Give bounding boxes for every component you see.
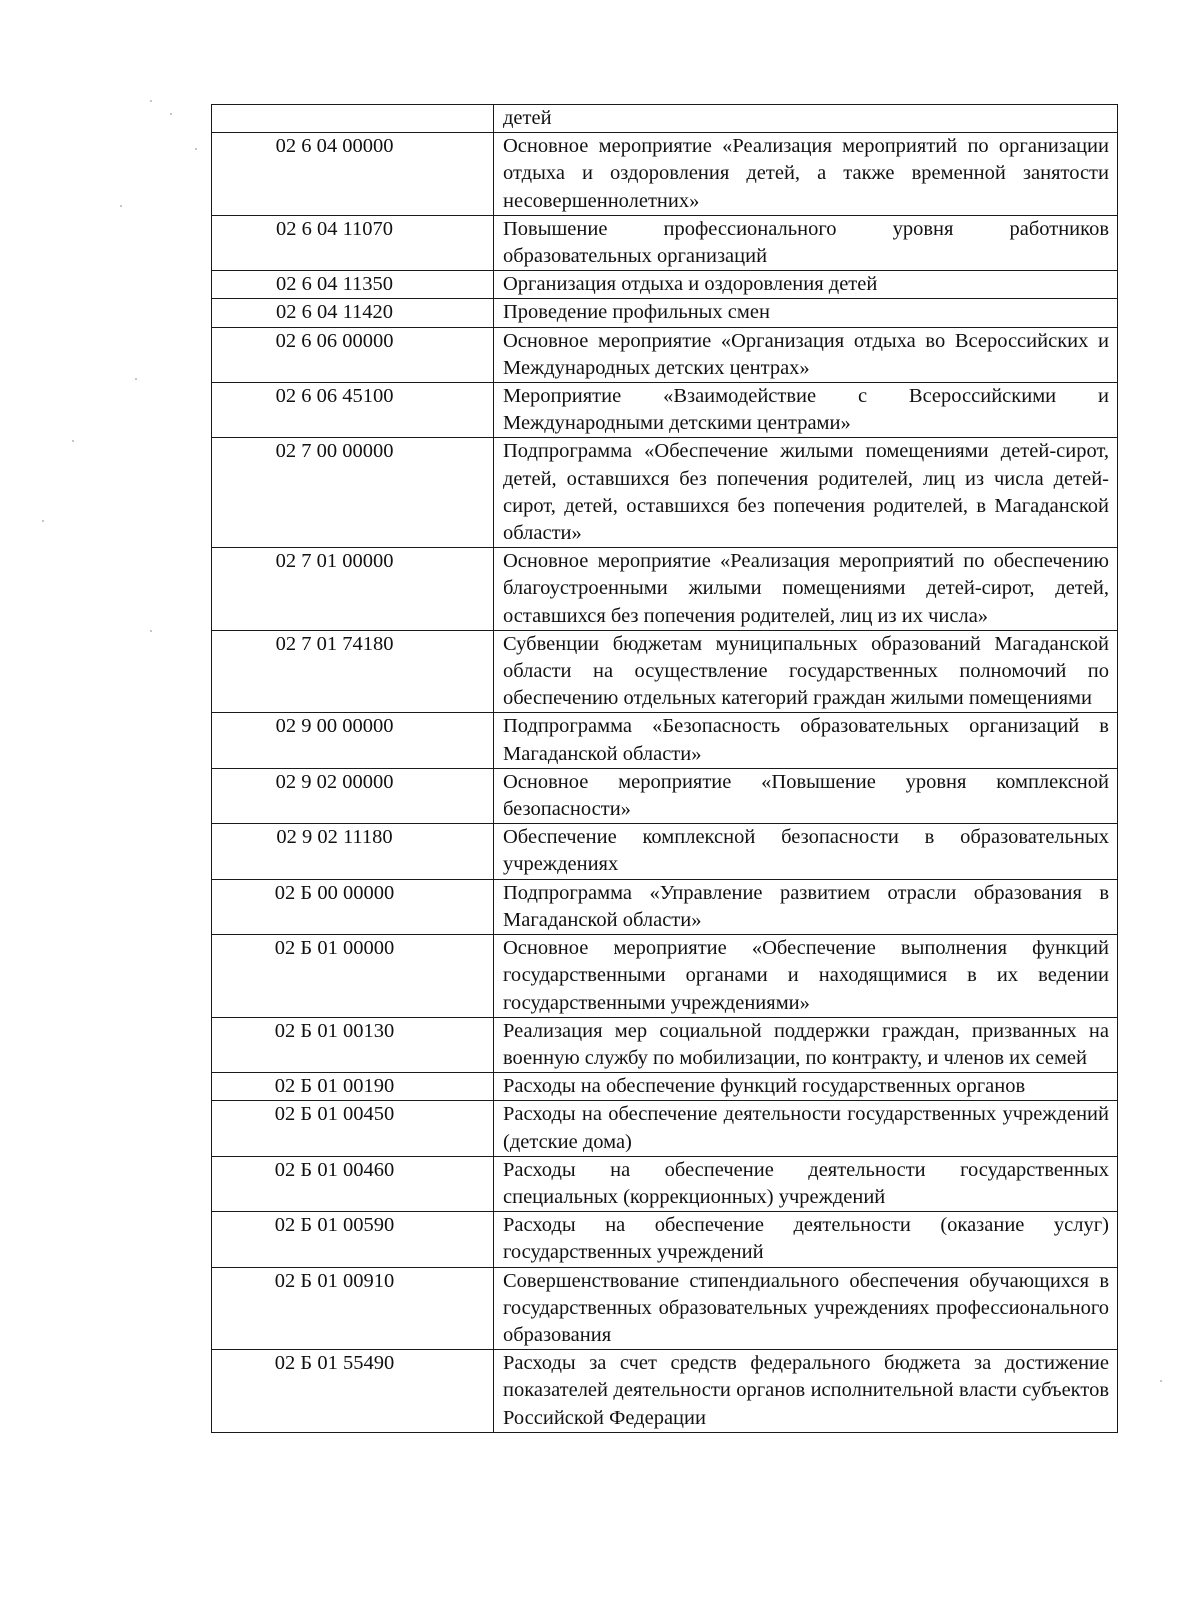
table-row — [212, 133, 1118, 216]
code-cell: 02 6 04 00000 — [212, 133, 494, 216]
budget-codes-table — [211, 104, 1118, 1433]
name-cell: Проведение профильных смен — [494, 299, 1118, 327]
table-row — [212, 383, 1118, 438]
name-cell: Расходы на обеспечение функций государственных органов — [494, 1073, 1118, 1101]
table-row — [212, 1073, 1118, 1101]
name-cell: Расходы на обеспечение деятельности государственных учреждений (детские дома) — [494, 1101, 1118, 1156]
code-cell: 02 9 00 00000 — [212, 713, 494, 768]
code-cell: 02 6 04 11420 — [212, 299, 494, 327]
table-row — [212, 105, 1118, 133]
name-cell: Расходы на обеспечение деятельности (оказание услуг) государственных учреждений — [494, 1212, 1118, 1267]
scan-speck — [150, 100, 152, 102]
code-cell: 02 Б 01 00130 — [212, 1017, 494, 1072]
name-cell: Расходы на обеспечение деятельности государственных специальных (коррекционных) учреждений — [494, 1156, 1118, 1211]
code-cell: 02 Б 01 00190 — [212, 1073, 494, 1101]
scan-speck — [150, 630, 152, 632]
table-row — [212, 271, 1118, 299]
code-cell: 02 9 02 00000 — [212, 768, 494, 823]
table-row — [212, 1101, 1118, 1156]
table-row — [212, 327, 1118, 382]
code-cell: 02 6 06 00000 — [212, 327, 494, 382]
code-cell: 02 6 04 11350 — [212, 271, 494, 299]
scan-speck — [120, 205, 122, 207]
table-row — [212, 299, 1118, 327]
code-cell: 02 Б 01 55490 — [212, 1350, 494, 1433]
code-cell: 02 6 06 45100 — [212, 383, 494, 438]
name-cell: Основное мероприятие «Повышение уровня комплексной безопасности» — [494, 768, 1118, 823]
table-row — [212, 1017, 1118, 1072]
scan-speck — [195, 148, 197, 150]
name-cell: Основное мероприятие «Организация отдыха во Всероссийских и Международных детских центрах» — [494, 327, 1118, 382]
code-cell: 02 Б 01 00000 — [212, 935, 494, 1018]
name-cell: Мероприятие «Взаимодействие с Всероссийскими и Международными детскими центрами» — [494, 383, 1118, 438]
scan-speck — [42, 520, 44, 522]
scan-speck — [170, 113, 172, 115]
code-cell: 02 Б 01 00450 — [212, 1101, 494, 1156]
code-cell: 02 7 00 00000 — [212, 438, 494, 548]
table-row — [212, 713, 1118, 768]
table-row — [212, 1156, 1118, 1211]
table-row — [212, 630, 1118, 713]
table-row — [212, 879, 1118, 934]
table-row — [212, 215, 1118, 270]
code-cell: 02 7 01 74180 — [212, 630, 494, 713]
name-cell: Совершенствование стипендиального обеспечения обучающихся в государственных образовательных учреждениях профессионального образования — [494, 1267, 1118, 1350]
name-cell: Обеспечение комплексной безопасности в образовательных учреждениях — [494, 824, 1118, 879]
name-cell: Реализация мер социальной поддержки граждан, призванных на военную службу по мобилизации, по контракту, и членов их семей — [494, 1017, 1118, 1072]
code-cell: 02 Б 01 00910 — [212, 1267, 494, 1350]
table-row — [212, 768, 1118, 823]
code-cell: 02 Б 01 00590 — [212, 1212, 494, 1267]
code-cell: 02 9 02 11180 — [212, 824, 494, 879]
name-cell: детей — [494, 105, 1118, 133]
code-cell — [212, 105, 494, 133]
table-row — [212, 1212, 1118, 1267]
table-row — [212, 1267, 1118, 1350]
table-row — [212, 1350, 1118, 1433]
name-cell: Подпрограмма «Обеспечение жилыми помещениями детей-сирот, детей, оставшихся без попечения родителей, лиц из числа детей-сирот, детей, оставшихся без попечения родителей, в Магаданской области» — [494, 438, 1118, 548]
name-cell: Расходы за счет средств федерального бюджета за достижение показателей деятельности органов исполнительной власти субъектов Российской Федерации — [494, 1350, 1118, 1433]
name-cell: Повышение профессионального уровня работников образовательных организаций — [494, 215, 1118, 270]
name-cell: Подпрограмма «Безопасность образовательных организаций в Магаданской области» — [494, 713, 1118, 768]
name-cell: Подпрограмма «Управление развитием отрасли образования в Магаданской области» — [494, 879, 1118, 934]
code-cell: 02 6 04 11070 — [212, 215, 494, 270]
table-row — [212, 548, 1118, 631]
code-cell: 02 7 01 00000 — [212, 548, 494, 631]
scan-speck — [135, 378, 137, 380]
code-cell: 02 Б 01 00460 — [212, 1156, 494, 1211]
table-row — [212, 935, 1118, 1018]
name-cell: Организация отдыха и оздоровления детей — [494, 271, 1118, 299]
name-cell: Основное мероприятие «Обеспечение выполнения функций государственными органами и находящимися в их ведении государственными учреждениями» — [494, 935, 1118, 1018]
scan-speck — [1160, 1380, 1162, 1382]
table-row — [212, 438, 1118, 548]
table-row — [212, 824, 1118, 879]
code-cell: 02 Б 00 00000 — [212, 879, 494, 934]
scan-speck — [72, 440, 74, 442]
name-cell: Основное мероприятие «Реализация мероприятий по обеспечению благоустроенными жилыми помещениями детей-сирот, детей, оставшихся без попечения родителей, лиц из их числа» — [494, 548, 1118, 631]
name-cell: Основное мероприятие «Реализация мероприятий по организации отдыха и оздоровления детей, а также временной занятости несовершеннолетних» — [494, 133, 1118, 216]
name-cell: Субвенции бюджетам муниципальных образований Магаданской области на осуществление государственных полномочий по обеспечению отдельных категорий граждан жилыми помещениями — [494, 630, 1118, 713]
